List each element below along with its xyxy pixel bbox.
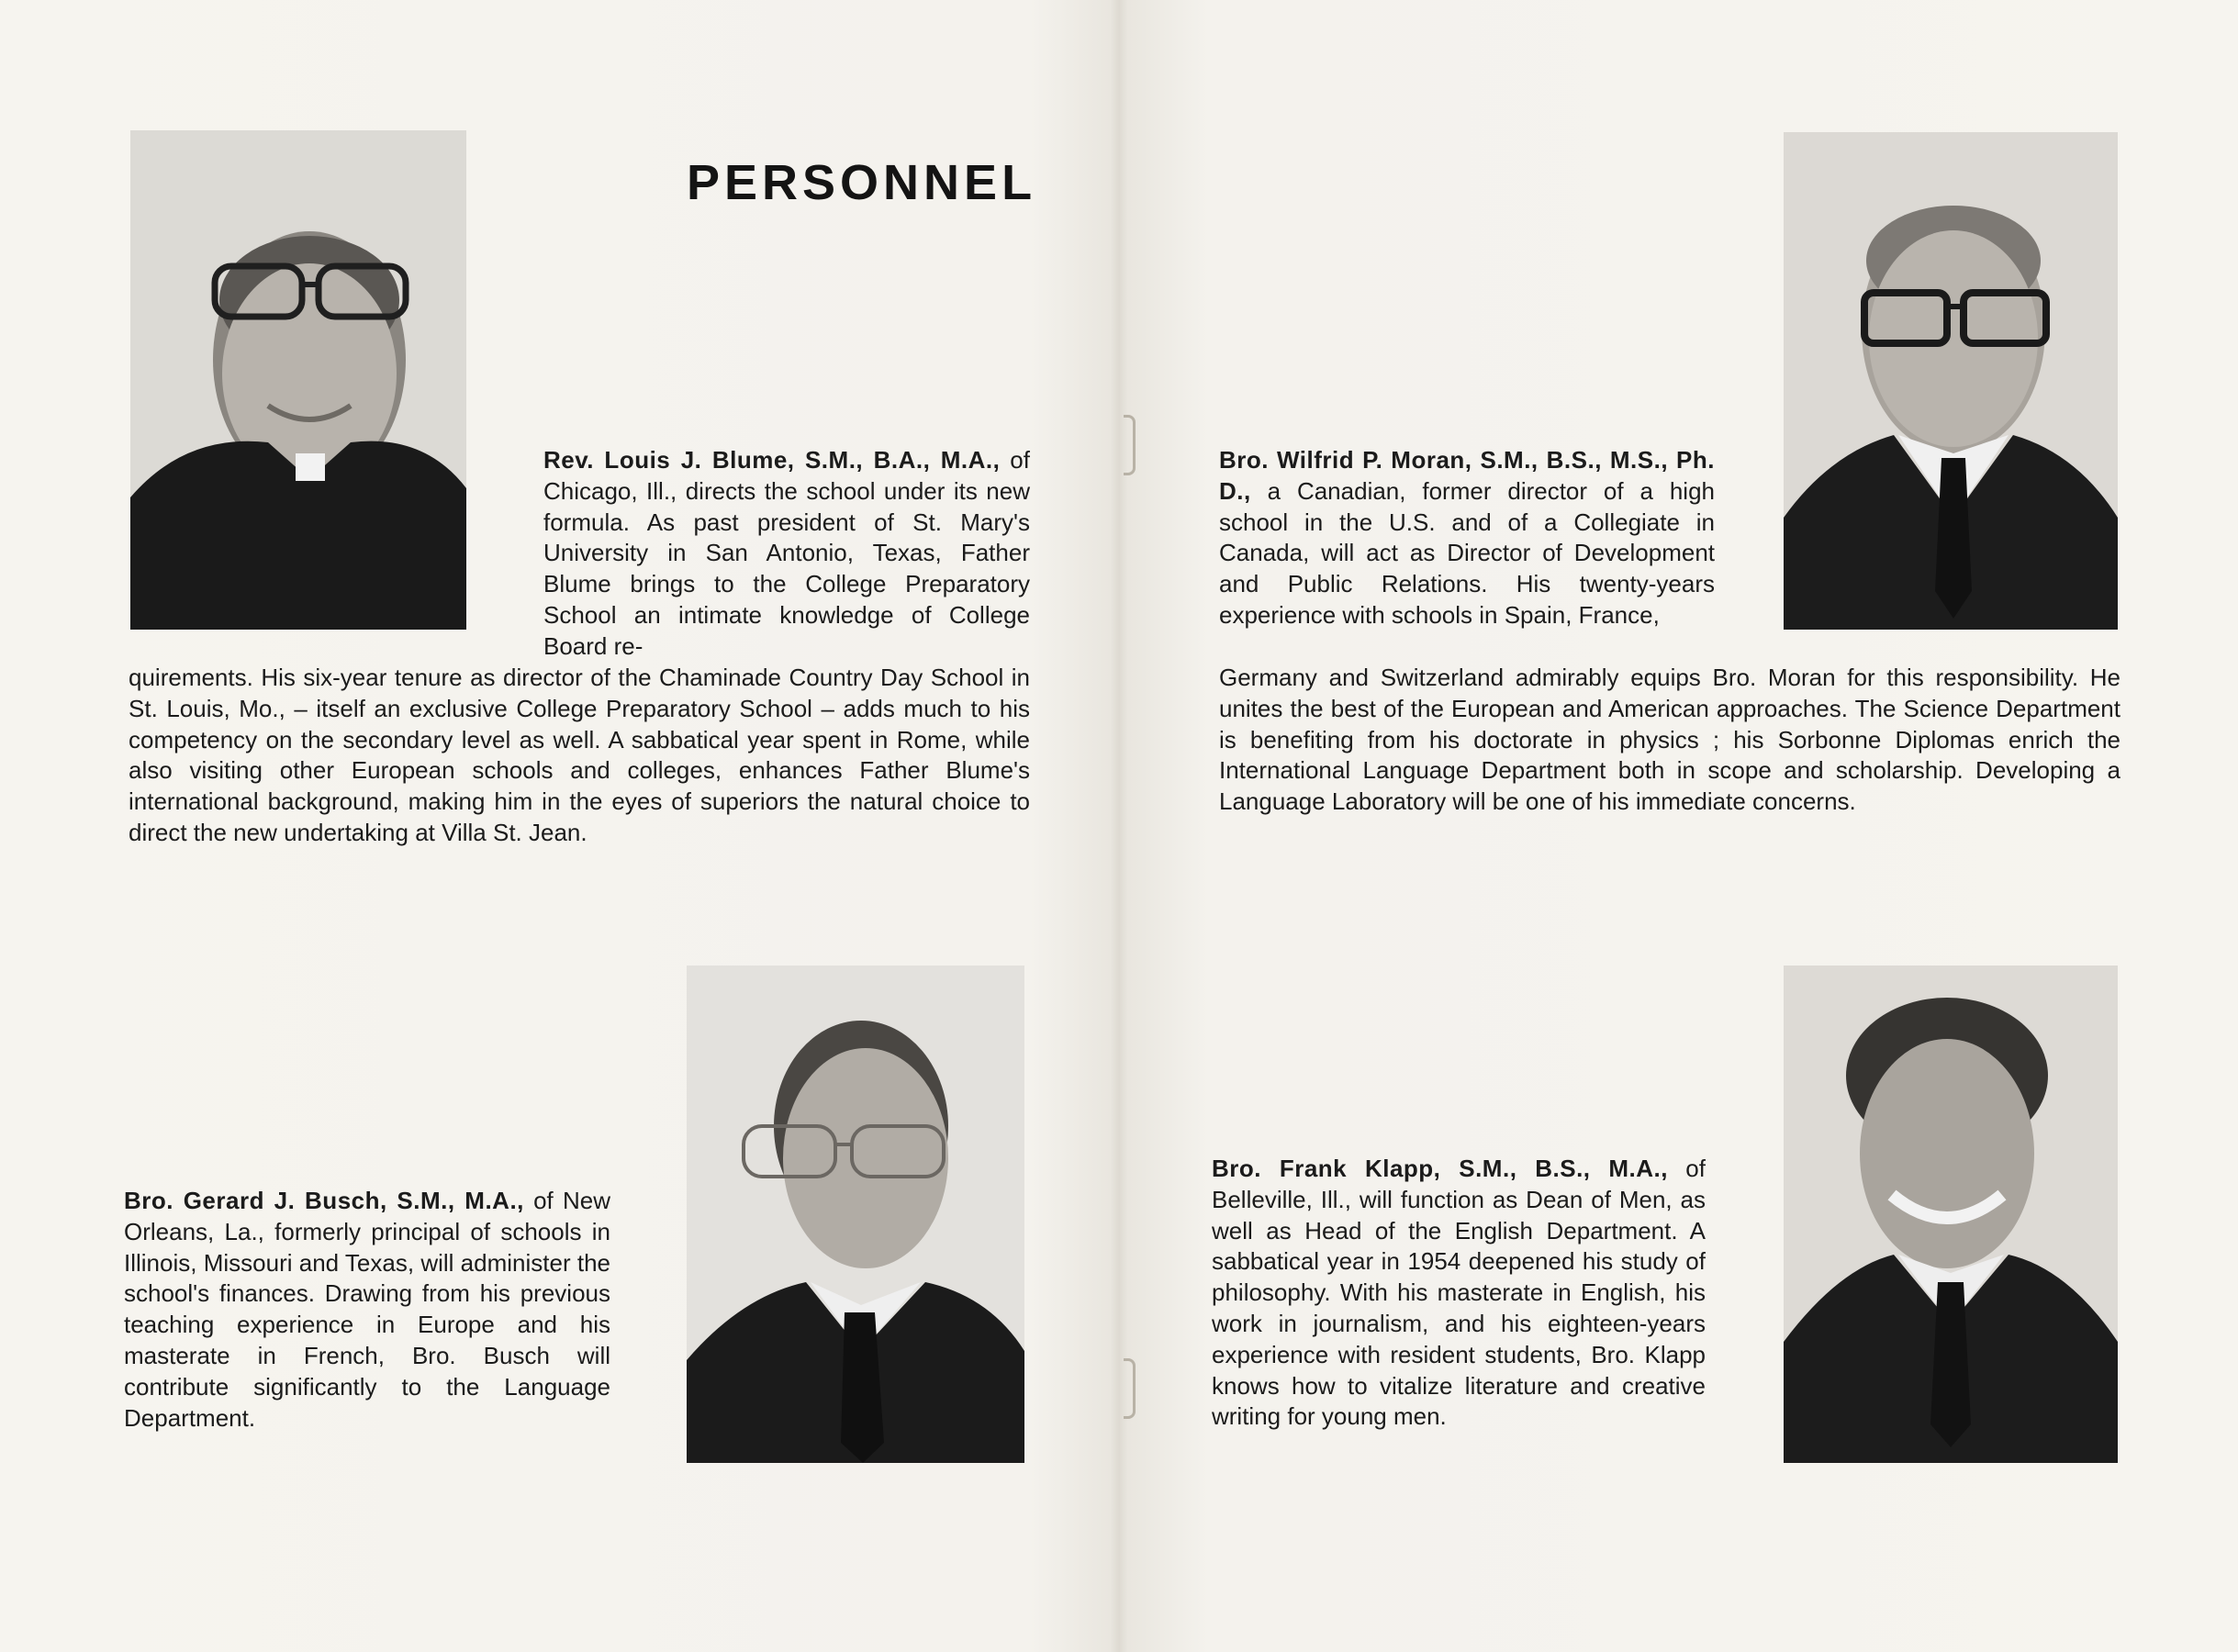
bio-klapp: Bro. Frank Klapp, S.M., B.S., M.A., of Belleville, Ill., will function as Dean of Men, as well as Head of the English Department. A sabbatical year in 1954 deepened his study of philosophy. With his masterate in English, his work in journalism, and his eighteen-years experience with resident students, Bro. Klapp knows how to vitalize literature and creative writing for young men.: [1212, 1155, 1706, 1431]
portrait-photo-busch: [687, 966, 1024, 1463]
name-klapp: Bro. Frank Klapp, S.M., B.S., M.A.,: [1212, 1155, 1668, 1182]
staple-bottom: [1124, 1358, 1136, 1419]
bio-busch: Bro. Gerard J. Busch, S.M., M.A., of New Orleans, La., formerly principal of schools in Illinois, Missouri and Texas, will administer the school's finances. Drawing from his previous teaching experience in Europe and his masterate in French, Bro. Busch will contribute significantly to the Language Department.: [124, 1187, 610, 1432]
name-blume: Rev. Louis J. Blume, S.M., B.A., M.A.,: [543, 446, 1001, 474]
bio-blume-lower: quirements. His six-year tenure as director of the Chaminade Country Day School in St. Louis, Mo., – itself an exclusive College Preparatory School – adds much to his competency on the secondary level as well. A sabbatical year spent in Rome, while also visiting other European schools and colleges, enhances Father Blume's international background, making him in the eyes of superiors the natural choice to direct the new undertaking at Villa St. Jean.: [129, 664, 1030, 846]
name-moran: Bro. Wilfrid P. Moran, S.M., B.S., M.S., Ph. D.,: [1219, 446, 1715, 505]
name-busch: Bro. Gerard J. Busch, S.M., M.A.,: [124, 1187, 524, 1214]
portrait-photo-moran: [1784, 132, 2118, 630]
staple-top: [1124, 415, 1136, 475]
bio-moran-lower: Germany and Switzerland admirably equips Bro. Moran for this responsibility. He unites the best of the European and American approaches. The Science Department is benefiting from his doctorate in physics ; his Sorbonne Diplomas enrich the International Language Department both in scope and scholarship. Developing a Language Laboratory will be one of his immediate concerns.: [1219, 664, 2121, 816]
portrait-photo-blume: [130, 130, 466, 630]
bio-blume-upper: Rev. Louis J. Blume, S.M., B.A., M.A., of Chicago, Ill., directs the school under its new formula. As past president of St. Mary's University in San Antonio, Texas, Father Blume brings to the College Preparatory School an intimate knowledge of College Board re-: [543, 446, 1030, 660]
portrait-photo-klapp: [1784, 966, 2118, 1463]
bio-moran-upper: Bro. Wilfrid P. Moran, S.M., B.S., M.S., Ph. D., a Canadian, former director of a high school in the U.S. and of a Collegiate in Canada, will act as Director of Development and Public Relations. His twenty-years experience with schools in Spain, France,: [1219, 446, 1715, 629]
page-title: PERSONNEL: [687, 155, 1037, 210]
